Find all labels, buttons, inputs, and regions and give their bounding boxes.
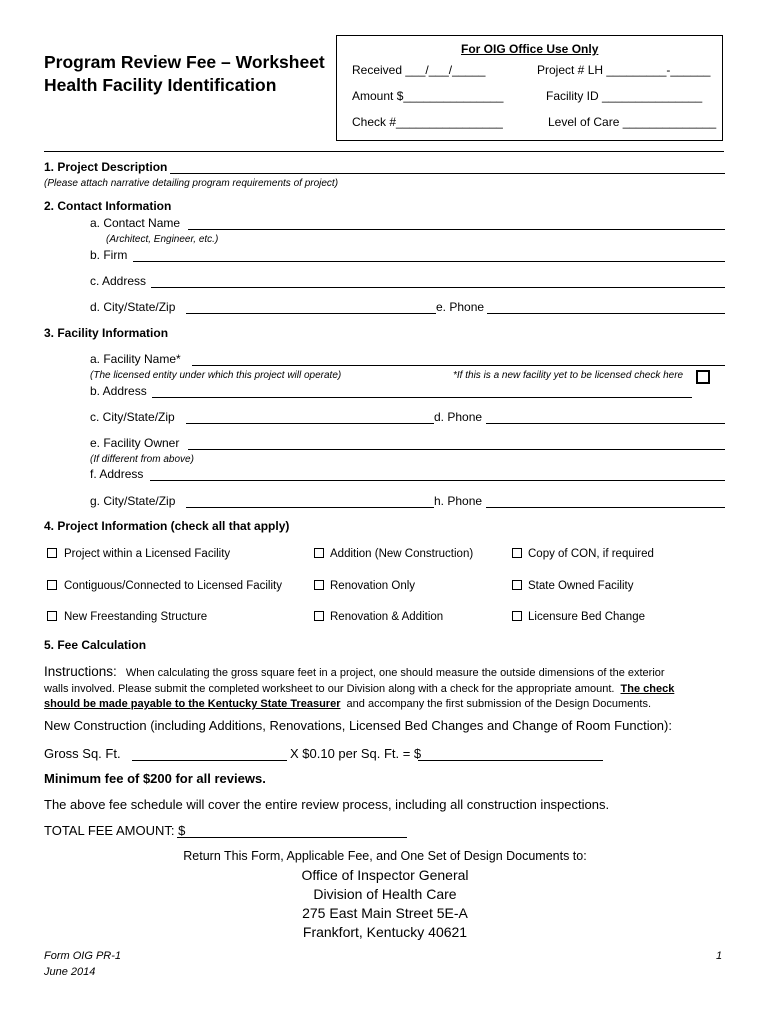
- facility-owner-input[interactable]: [188, 449, 725, 450]
- fee-schedule-text: The above fee schedule will cover the entire review process, including all construction inspections.: [44, 797, 610, 812]
- contact-city-label: d. City/State/Zip: [90, 300, 176, 314]
- facility-owner-note: (If different from above): [90, 454, 194, 465]
- contact-city-input[interactable]: [186, 313, 436, 314]
- project-description-input[interactable]: [170, 173, 725, 174]
- facility-phone-input[interactable]: [486, 423, 725, 424]
- calculated-fee-input[interactable]: [418, 760, 603, 761]
- facility-id-field[interactable]: Facility ID _______________: [546, 89, 703, 103]
- return-street: 275 East Main Street 5E-A: [302, 905, 468, 921]
- checkbox-contiguous[interactable]: [47, 580, 57, 590]
- contact-name-note: (Architect, Engineer, etc.): [106, 234, 219, 245]
- section1-heading: 1. Project Description: [44, 160, 168, 174]
- gross-sqft-label: Gross Sq. Ft.: [44, 746, 121, 761]
- section3-heading: 3. Facility Information: [44, 326, 169, 340]
- facility-city-input[interactable]: [186, 423, 434, 424]
- instructions-text1: When calculating the gross square feet in a project, one should measure the outside dimensions of the exterior: [125, 667, 665, 679]
- amount-field[interactable]: Amount $_______________: [352, 89, 504, 103]
- checkbox-copy-con[interactable]: [512, 548, 522, 558]
- return-office: Office of Inspector General: [301, 867, 469, 883]
- option-copy-con: Copy of CON, if required: [528, 548, 654, 560]
- project-number-field[interactable]: Project # LH _________-______: [537, 63, 711, 77]
- section5-heading: 5. Fee Calculation: [44, 638, 147, 652]
- facility-city-label: c. City/State/Zip: [90, 410, 175, 424]
- firm-input[interactable]: [133, 261, 725, 262]
- new-facility-note: *If this is a new facility yet to be licensed check here: [453, 370, 684, 381]
- contact-name-input[interactable]: [188, 229, 725, 230]
- check-number-field[interactable]: Check #________________: [352, 115, 503, 129]
- return-city: Frankfort, Kentucky 40621: [302, 924, 468, 940]
- option-addition: Addition (New Construction): [330, 548, 474, 560]
- contact-name-label: a. Contact Name: [90, 216, 181, 230]
- page-subtitle: Health Facility Identification: [44, 75, 277, 95]
- owner-city-label: g. City/State/Zip: [90, 494, 176, 508]
- checkbox-licensed-facility[interactable]: [47, 548, 57, 558]
- new-construction-text: New Construction (including Additions, Renovations, Licensed Bed Changes and Change of Room Function):: [44, 718, 672, 733]
- instructions-line3: [44, 698, 651, 710]
- form-date: June 2014: [44, 966, 96, 978]
- section2-heading: 2. Contact Information: [44, 199, 172, 213]
- instructions-line2: [44, 683, 674, 695]
- contact-phone-input[interactable]: [487, 313, 725, 314]
- option-contiguous: Contiguous/Connected to Licensed Facility: [64, 580, 282, 592]
- owner-phone-input[interactable]: [486, 507, 725, 508]
- checkbox-renovation-addition[interactable]: [314, 611, 324, 621]
- checkbox-addition[interactable]: [314, 548, 324, 558]
- instructions-bold2: should be made payable to the Kentucky State Treasurer: [44, 698, 341, 710]
- instructions-text2: walls involved. Please submit the completed worksheet to our Division along with a check for the appropriate amount.: [44, 683, 615, 695]
- facility-name-note: (The licensed entity under which this project will operate): [90, 370, 342, 381]
- firm-label: b. Firm: [90, 248, 128, 262]
- instructions-label: Instructions:: [44, 664, 117, 679]
- checkbox-freestanding[interactable]: [47, 611, 57, 621]
- page-number: 1: [716, 950, 723, 962]
- instructions-bold1: The check: [620, 683, 675, 695]
- level-of-care-field[interactable]: Level of Care ______________: [548, 115, 717, 129]
- oig-box-title: For OIG Office Use Only: [461, 42, 599, 56]
- facility-address-label: b. Address: [90, 384, 147, 398]
- form-number: Form OIG PR-1: [44, 950, 122, 962]
- checkbox-bed-change[interactable]: [512, 611, 522, 621]
- minimum-fee-text: Minimum fee of $200 for all reviews.: [44, 771, 266, 786]
- option-bed-change: Licensure Bed Change: [528, 611, 645, 623]
- facility-address-input[interactable]: [152, 397, 692, 398]
- checkbox-renovation-only[interactable]: [314, 580, 324, 590]
- owner-phone-label: h. Phone: [434, 494, 483, 508]
- facility-name-input[interactable]: [192, 365, 725, 366]
- header-divider: [44, 151, 724, 152]
- contact-address-label: c. Address: [90, 274, 147, 288]
- option-state-owned: State Owned Facility: [528, 580, 634, 592]
- option-licensed-facility: Project within a Licensed Facility: [64, 548, 231, 560]
- facility-name-label: a. Facility Name*: [90, 352, 181, 366]
- option-freestanding: New Freestanding Structure: [64, 611, 208, 623]
- contact-phone-label: e. Phone: [436, 300, 485, 314]
- option-renovation-only: Renovation Only: [330, 580, 416, 592]
- facility-owner-label: e. Facility Owner: [90, 436, 180, 450]
- owner-address-label: f. Address: [90, 467, 144, 481]
- owner-city-input[interactable]: [186, 507, 434, 508]
- instructions-text3: and accompany the first submission of the Design Documents.: [346, 698, 652, 710]
- facility-phone-label: d. Phone: [434, 410, 483, 424]
- new-facility-checkbox[interactable]: [696, 370, 710, 384]
- checkbox-state-owned[interactable]: [512, 580, 522, 590]
- page-title: Program Review Fee – Worksheet: [44, 52, 325, 72]
- return-instruction: Return This Form, Applicable Fee, and One Set of Design Documents to:: [183, 849, 587, 863]
- option-renovation-addition: Renovation & Addition: [330, 611, 444, 623]
- contact-address-input[interactable]: [151, 287, 725, 288]
- gross-sqft-input[interactable]: [132, 760, 287, 761]
- return-division: Division of Health Care: [313, 886, 457, 902]
- total-fee-input[interactable]: [177, 837, 407, 838]
- section4-heading: 4. Project Information (check all that apply): [44, 519, 290, 533]
- instructions-line1: [44, 664, 665, 679]
- total-fee-label: TOTAL FEE AMOUNT: $: [44, 823, 186, 838]
- owner-address-input[interactable]: [150, 480, 725, 481]
- section1-note: (Please attach narrative detailing program requirements of project): [44, 178, 339, 189]
- rate-text: X $0.10 per Sq. Ft. = $: [290, 746, 422, 761]
- received-field[interactable]: Received ___/___/_____: [352, 63, 486, 77]
